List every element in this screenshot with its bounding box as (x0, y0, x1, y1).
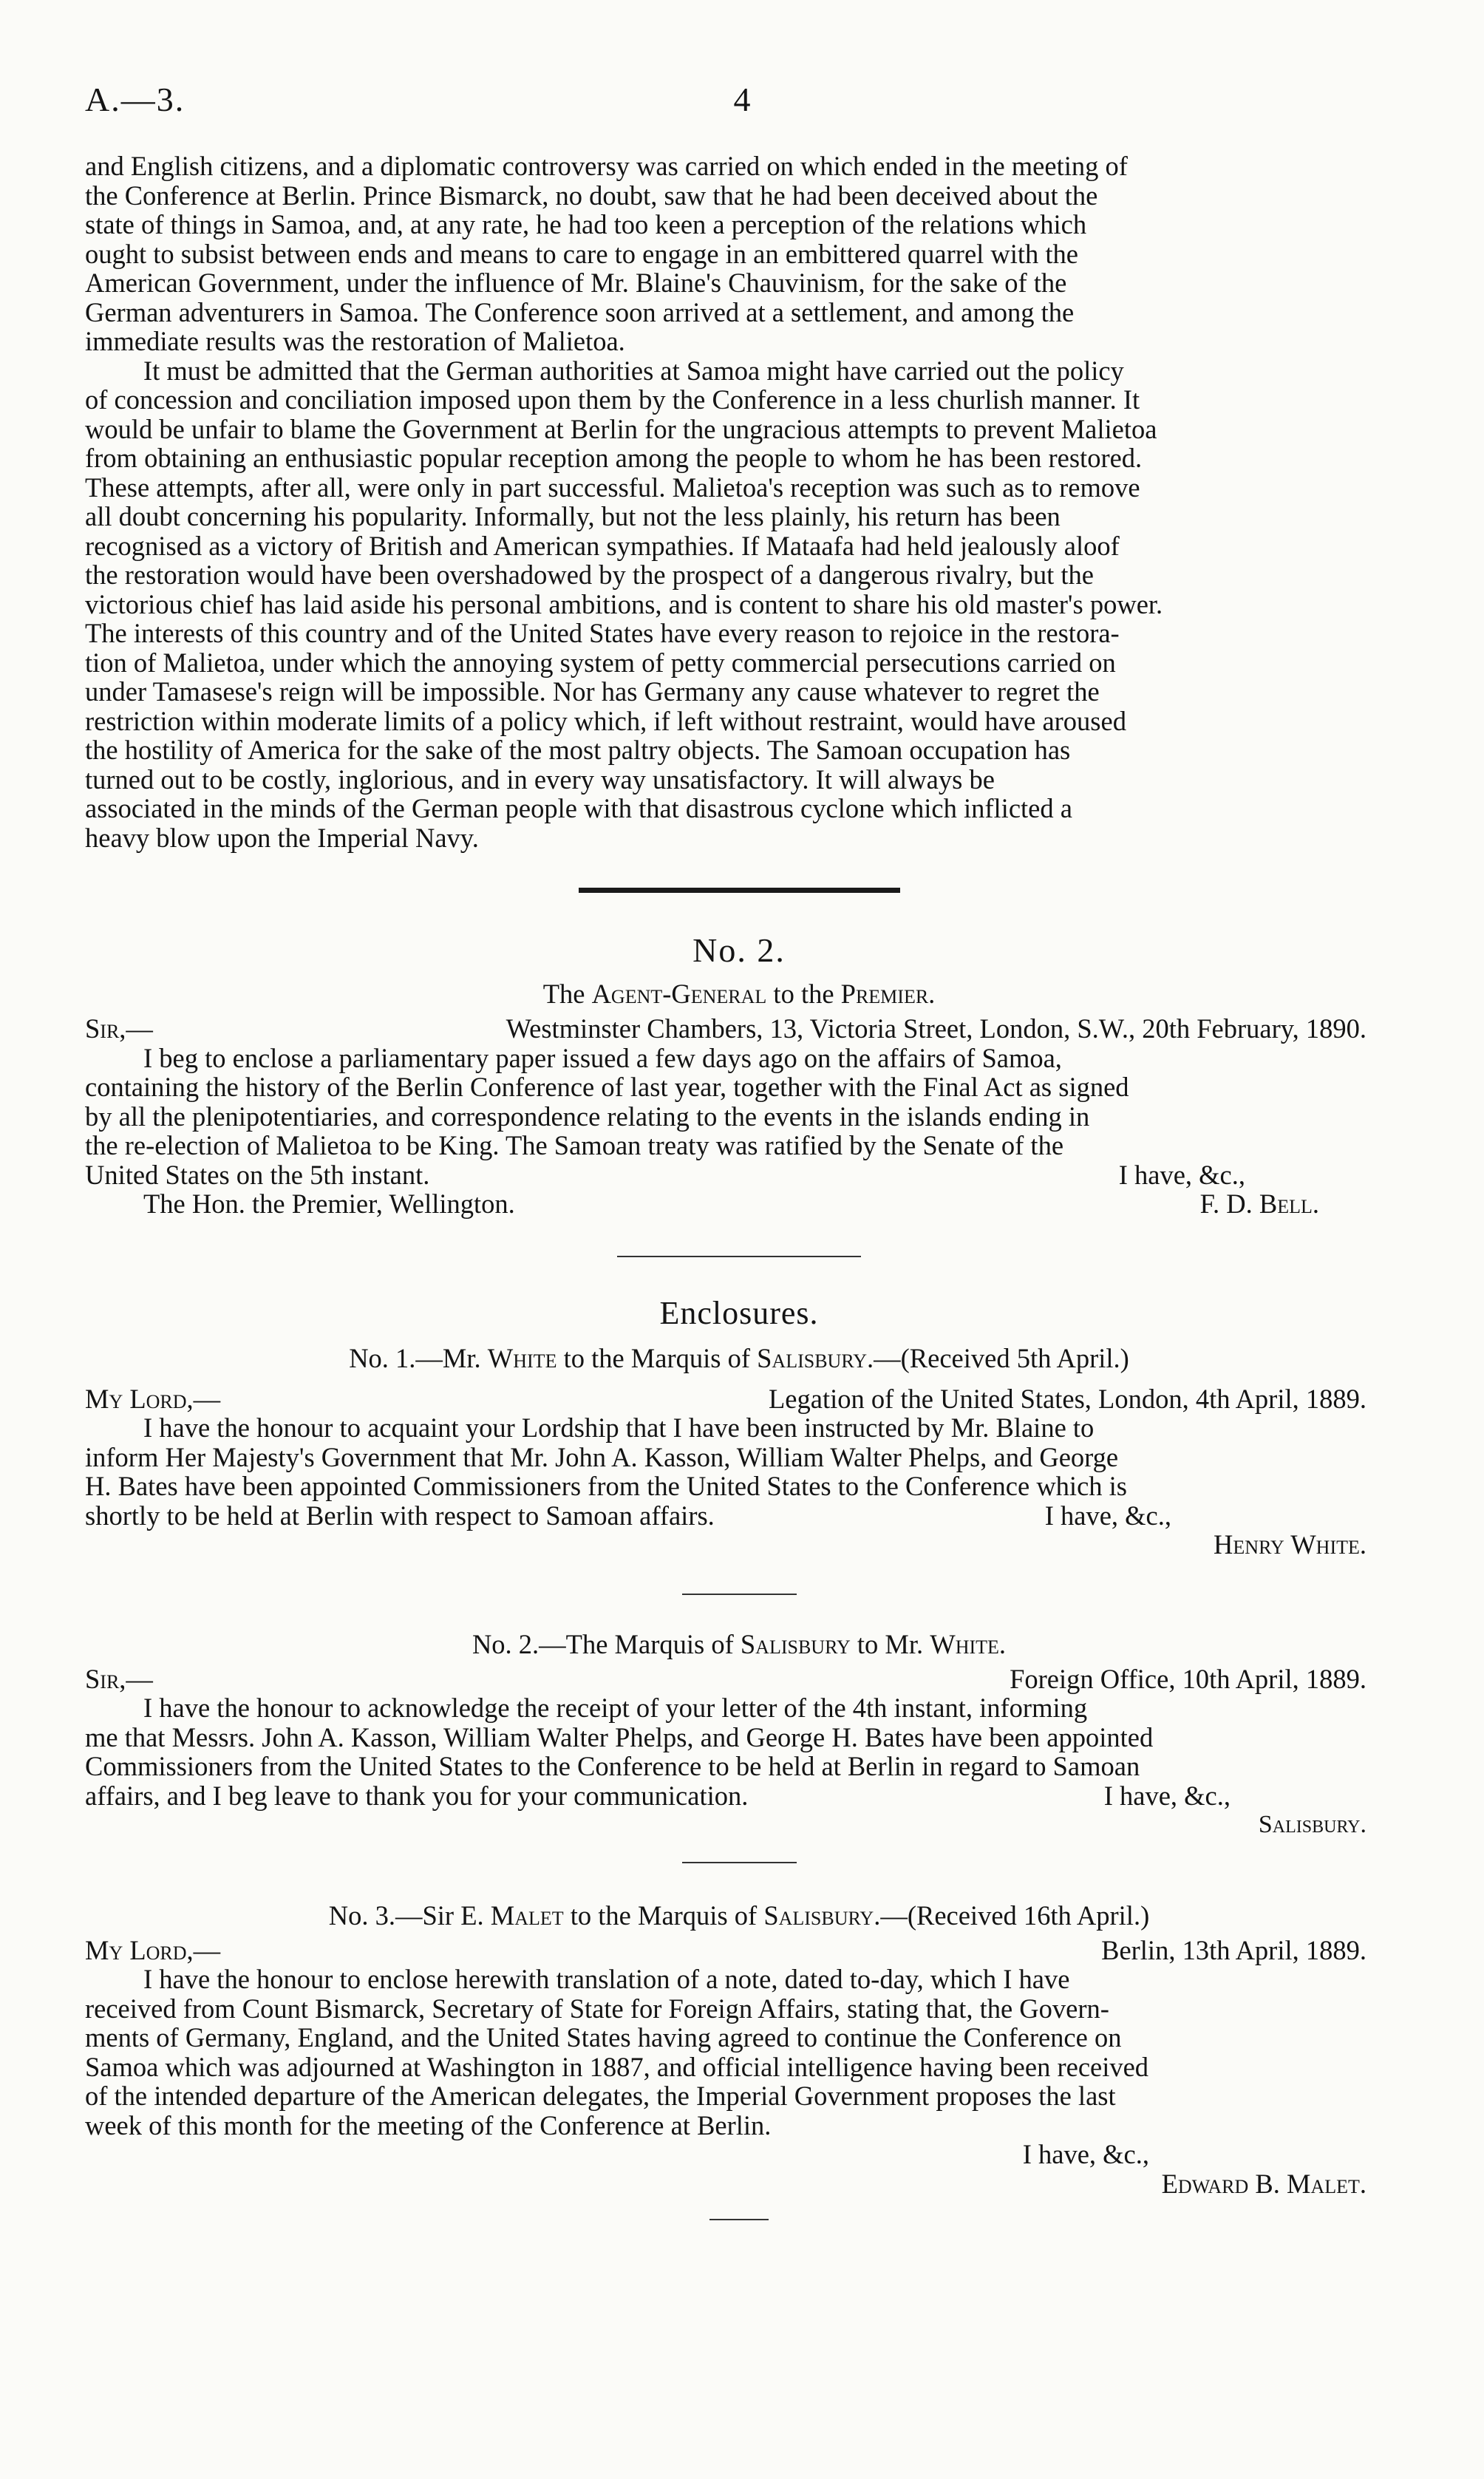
closing: I have, &c., (1118, 1159, 1245, 1190)
text-line: ments of Germany, England, and the United States having agreed to continue the Conference on (85, 2022, 1122, 2053)
text-line: would be unfair to blame the Government at Berlin for the ungracious attempts to prevent Malietoa (85, 413, 1157, 444)
enclosure-heading: No. 2.—The Marquis of Salisbury to Mr. White. (472, 1628, 1007, 1659)
text-line: state of things in Samoa, and, at any rate, he had too keen a perception of the relations which (85, 209, 1087, 239)
letter-address: Berlin, 13th April, 1889. (1101, 1934, 1366, 1965)
signature-row (85, 1189, 1393, 1219)
enclosure-3 (85, 1900, 1393, 2199)
text-line: received from Count Bismarck, Secretary of State for Foreign Affairs, stating that, the Govern- (85, 1993, 1109, 2024)
text-line: of the intended departure of the American delegates, the Imperial Government proposes the last (85, 2081, 1116, 2111)
document-reference: A.—3. (85, 81, 186, 118)
text-line: victorious chief has laid aside his personal ambitions, and is content to share his old master's power. (85, 588, 1163, 619)
recipient-name: Premier. (840, 979, 936, 1009)
text-line: Samoa which was adjourned at Washington in 1887, and official intelligence having been received (85, 2051, 1149, 2082)
enclosures-title: Enclosures. (659, 1294, 819, 1331)
text-line: the re-election of Malietoa to be King. The Samoan treaty was ratified by the Senate of the (85, 1130, 1064, 1160)
text-line: the restoration would have been overshadowed by the prospect of a dangerous rivalry, but the (85, 560, 1094, 590)
closing-row (85, 1501, 1393, 1531)
section-divider-heavy (579, 888, 900, 893)
closing-row (85, 1781, 1393, 1811)
sender-name: Agent-General (591, 979, 767, 1009)
text-line: all doubt concerning his popularity. Informally, but not the less plainly, his return has been (85, 501, 1061, 531)
letter-subtitle: The Agent-General to the Premier. (542, 979, 936, 1009)
text-line: recognised as a victory of British and American sympathies. If Mataafa had held jealously aloof (85, 530, 1120, 561)
text-line: under Tamasese's reign will be impossible. Nor has Germany any cause whatever to regret the (85, 676, 1100, 707)
signature: Henry White. (1214, 1529, 1366, 1560)
closing: I have, &c., (1103, 1780, 1231, 1811)
letter-address: Foreign Office, 10th April, 1889. (1010, 1663, 1366, 1694)
text-line: of concession and conciliation imposed upon them by the Conference in a less churlish manner. It (85, 384, 1140, 415)
page-number: 4 (733, 81, 751, 118)
salutation-row (85, 1384, 1393, 1414)
closing-row (85, 1160, 1393, 1190)
text-line: tion of Malietoa, under which the annoying system of petty commercial persecutions carried on (85, 647, 1116, 678)
salutation: My Lord,— (85, 1934, 221, 1965)
text-line: and English citizens, and a diplomatic controversy was carried on which ended in the meeting of (85, 151, 1128, 181)
text-line: The interests of this country and of the United States have every reason to rejoice in the restora- (85, 618, 1120, 648)
text-line: the hostility of America for the sake of the most paltry objects. The Samoan occupation has (85, 735, 1071, 765)
text-line: from obtaining an enthusiastic popular reception among the people to whom he has been restored. (85, 443, 1143, 473)
letter-no-2 (85, 930, 1393, 1219)
salutation-row (85, 1664, 1393, 1694)
text-line: I have the honour to acquaint your Lordship that I have been instructed by Mr. Blaine to (143, 1412, 1095, 1443)
closing: I have, &c., (1044, 1500, 1171, 1531)
signature: F. D. Bell. (1199, 1189, 1319, 1219)
text-line: American Government, under the influence of Mr. Blaine's Chauvinism, for the sake of the (85, 268, 1067, 298)
section-divider (617, 1256, 861, 1257)
salutation-row (85, 1014, 1393, 1044)
text-line: inform Her Majesty's Government that Mr. John A. Kasson, William Walter Phelps, and George (85, 1441, 1119, 1472)
text-line: me that Messrs. John A. Kasson, William Walter Phelps, and George H. Bates have been appointed (85, 1721, 1154, 1752)
text-line: containing the history of the Berlin Conference of last year, together with the Final Act as signed (85, 1072, 1129, 1102)
text-line: I have the honour to enclose herewith translation of a note, dated to-day, which I have (143, 1964, 1070, 1994)
section-divider (682, 1594, 797, 1595)
text-line: shortly to be held at Berlin with respect to Samoan affairs. (85, 1500, 715, 1531)
text-line: Commissioners from the United States to the Conference to be held at Berlin in regard to Samoan (85, 1751, 1140, 1781)
letter-address: Legation of the United States, London, 4th April, 1889. (769, 1383, 1366, 1414)
letter-address: Westminster Chambers, 13, Victoria Street, London, S.W., 20th February, 1890. (506, 1013, 1366, 1044)
text-line: associated in the minds of the German people with that disastrous cyclone which inflicted a (85, 793, 1072, 823)
text-line: restriction within moderate limits of a policy which, if left without restraint, would have aroused (85, 705, 1126, 736)
letter-title: No. 2. (692, 931, 786, 969)
text-line: These attempts, after all, were only in part successful. Malietoa's reception was such as to remove (85, 472, 1140, 503)
enclosure-2 (85, 1629, 1393, 1840)
text-line: affairs, and I beg leave to thank you for your communication. (85, 1780, 749, 1811)
salutation: Sir,— (85, 1663, 153, 1694)
article-paragraph-2 (85, 356, 1393, 853)
enclosure-heading: No. 3.—Sir E. Malet to the Marquis of Salisbury.—(Received 16th April.) (328, 1900, 1150, 1931)
enclosure-1 (85, 1343, 1393, 1560)
text-line: United States on the 5th instant. (85, 1159, 430, 1190)
addressee: The Hon. the Premier, Wellington. (143, 1189, 515, 1219)
text-line: heavy blow upon the Imperial Navy. (85, 822, 479, 853)
closing: I have, &c., (1022, 2139, 1149, 2169)
text-line: I beg to enclose a parliamentary paper issued a few days ago on the affairs of Samoa, (143, 1042, 1062, 1073)
article-paragraph-1 (85, 152, 1393, 356)
text-line: ought to subsist between ends and means to care to engage in an embittered quarrel with the (85, 238, 1079, 269)
signature: Edward B. Malet. (1161, 2168, 1366, 2199)
signature: Salisbury. (1258, 1811, 1366, 1838)
text-line: immediate results was the restoration of Malietoa. (85, 326, 625, 356)
salutation: My Lord,— (85, 1383, 221, 1414)
text-line: by all the plenipotentiaries, and correspondence relating to the events in the islands ending in (85, 1101, 1090, 1132)
enclosure-heading: No. 1.—Mr. White to the Marquis of Salisbury.—(Received 5th April.) (349, 1342, 1129, 1373)
text-line: It must be admitted that the German authorities at Samoa might have carried out the policy (143, 355, 1124, 386)
text-line: German adventurers in Samoa. The Conference soon arrived at a settlement, and among the (85, 296, 1075, 327)
text-line: the Conference at Berlin. Prince Bismarck, no doubt, saw that he had been deceived about the (85, 180, 1098, 211)
salutation: Sir,— (85, 1013, 153, 1044)
text-line: I have the honour to acknowledge the receipt of your letter of the 4th instant, informing (143, 1693, 1088, 1723)
text-line: week of this month for the meeting of the Conference at Berlin. (85, 2109, 772, 2140)
body-column (85, 152, 1393, 2220)
section-divider (709, 2219, 769, 2220)
page-header (0, 80, 1484, 124)
text-line: H. Bates have been appointed Commissioners from the United States to the Conference which is (85, 1471, 1127, 1501)
text-line: turned out to be costly, inglorious, and in every way unsatisfactory. It will always be (85, 764, 995, 795)
section-divider (682, 1862, 797, 1863)
salutation-row (85, 1936, 1393, 1965)
